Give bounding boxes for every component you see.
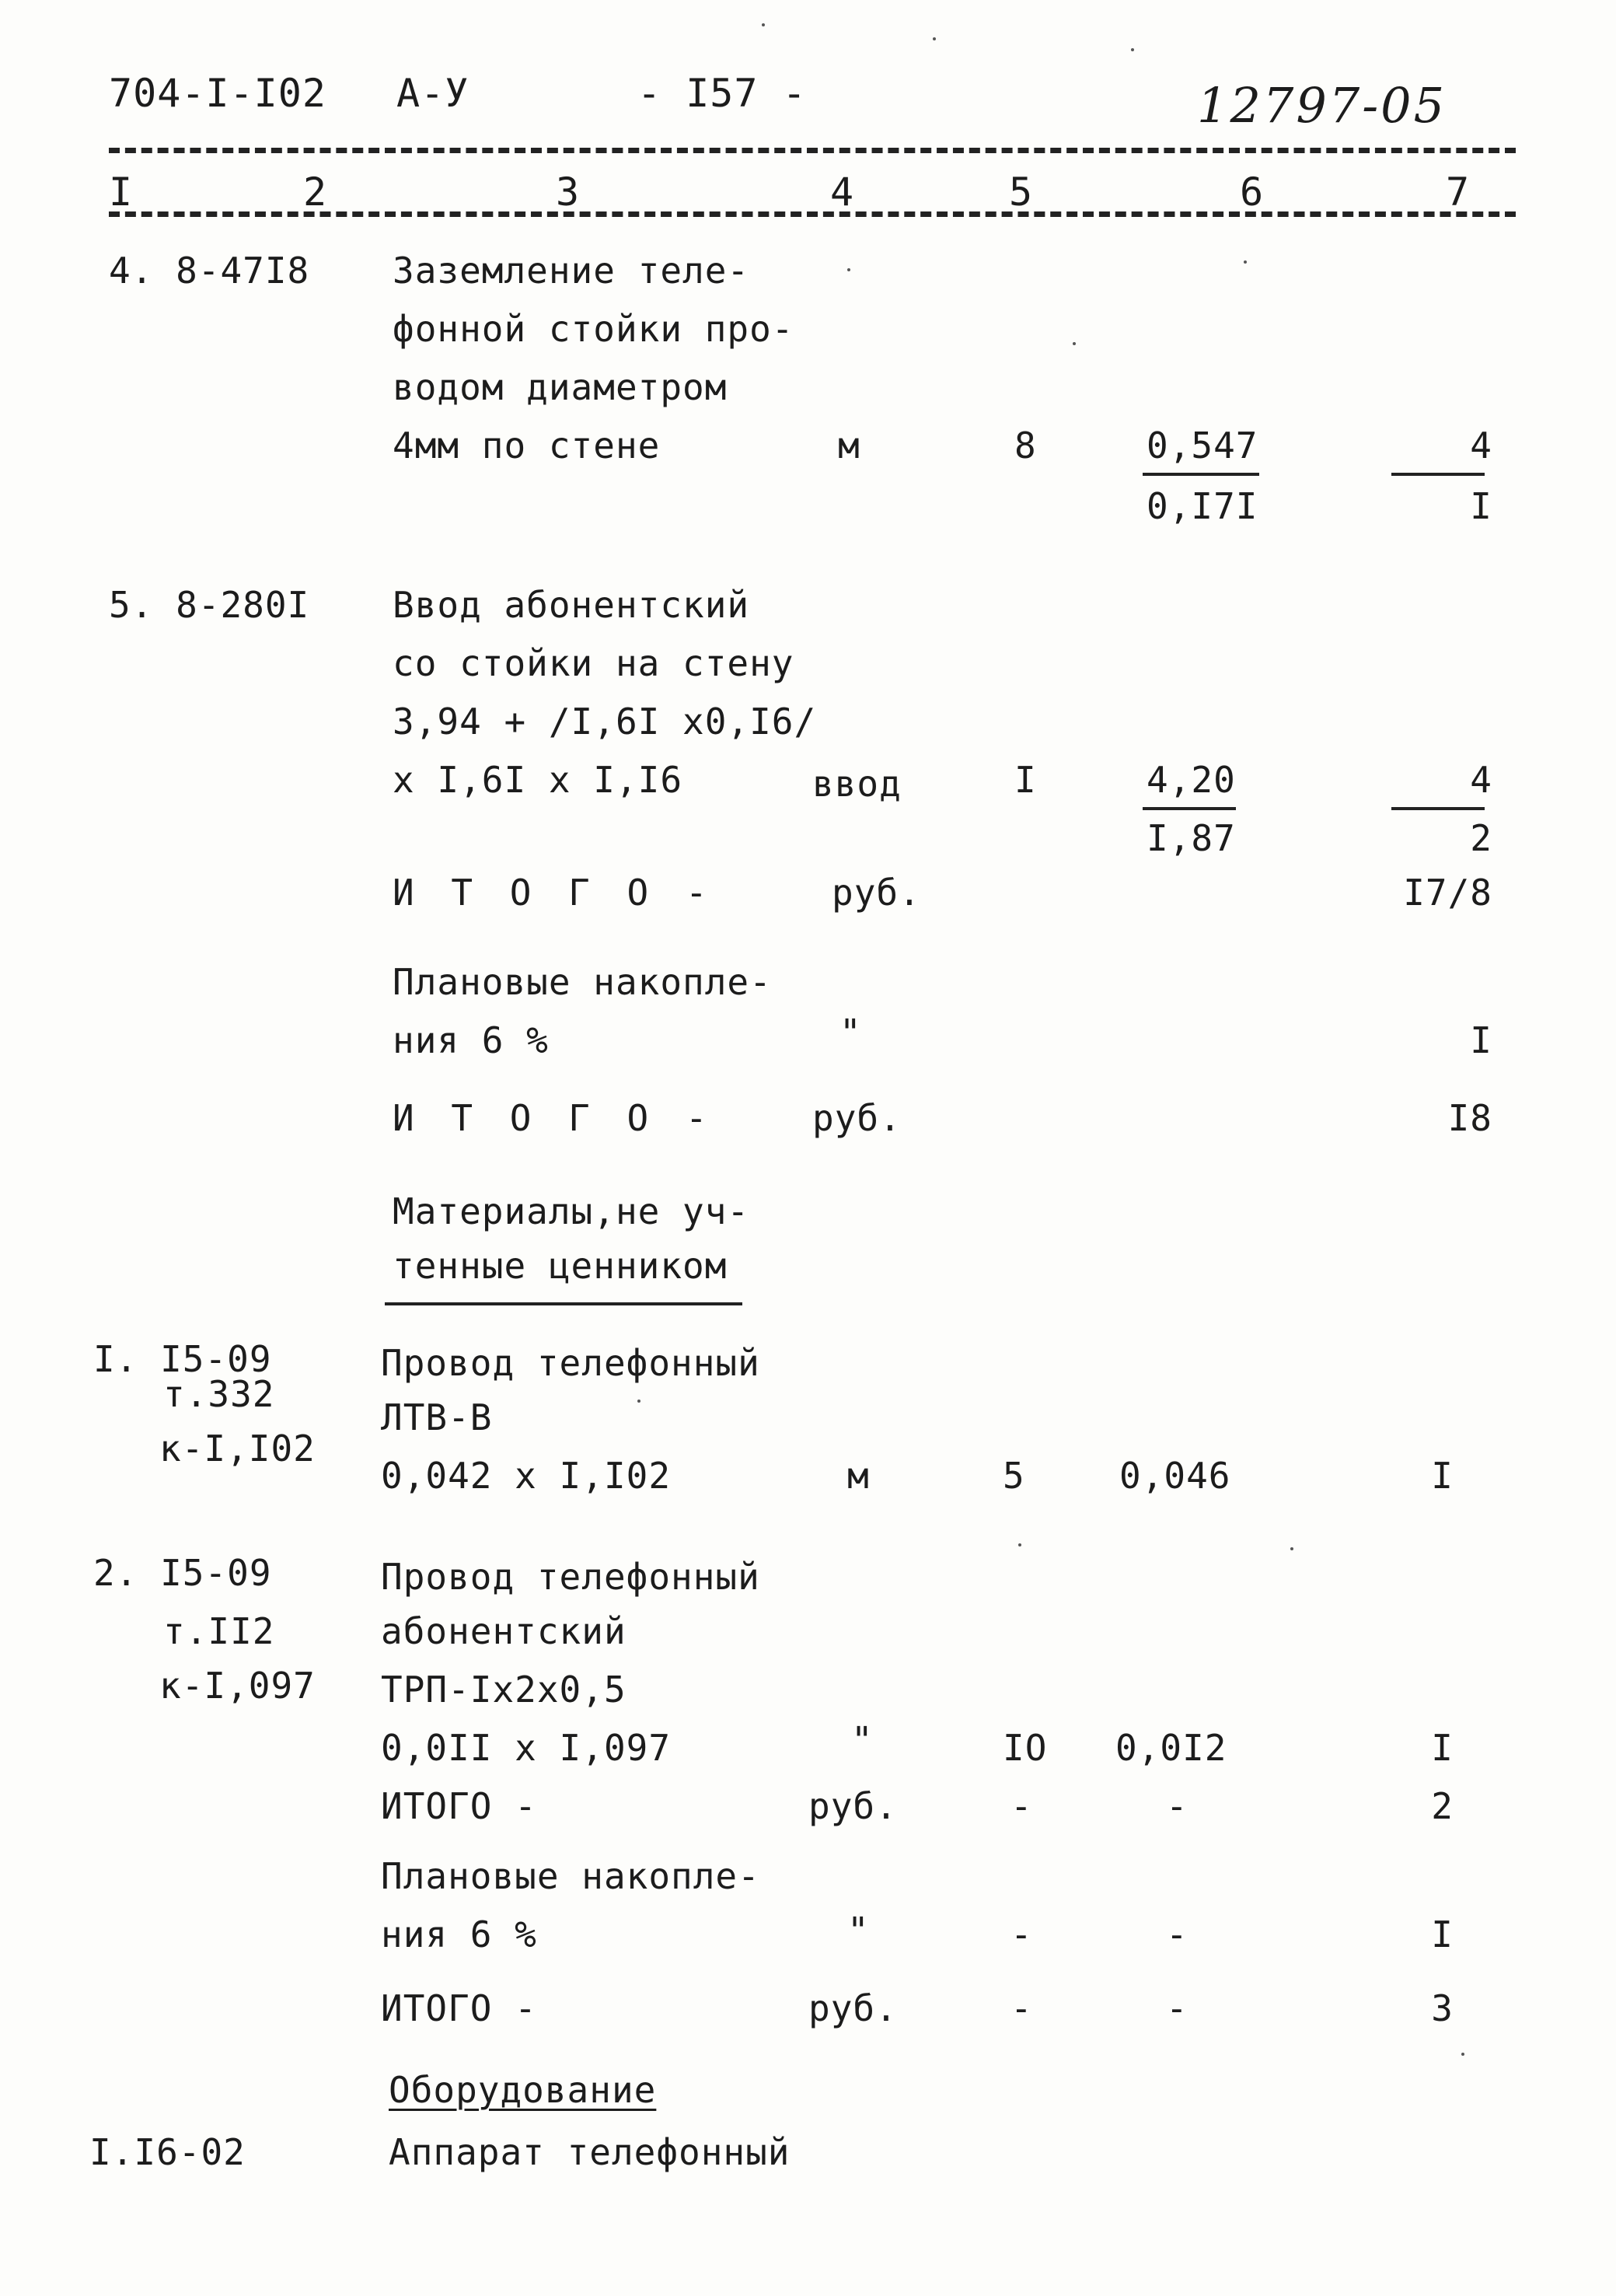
row-5-price-fraction-line <box>1143 807 1236 810</box>
row-4-description-line-3: водом диаметром <box>393 366 728 408</box>
material-1-price: 0,046 <box>1119 1455 1231 1497</box>
header-dash-line-top <box>109 148 1516 153</box>
material-2-description-line-3: ТРП-Iх2х0,5 <box>381 1669 627 1711</box>
document-number: 12797-05 <box>1197 77 1447 134</box>
row-4-price-fraction-line <box>1143 473 1259 476</box>
equipment-name: Аппарат телефонный <box>389 2131 791 2173</box>
material-2-total: I <box>1431 1727 1454 1769</box>
itogo-4-unit: руб. <box>808 1987 898 2029</box>
row-4-price-top: 0,547 <box>1147 425 1258 467</box>
project-code: 704-I-I02 <box>109 71 326 116</box>
header-dash-line-bottom <box>109 211 1516 217</box>
column-number-7: 7 <box>1446 169 1471 215</box>
row-5-description-line-3: 3,94 + /I,6I x0,I6/ <box>393 701 817 743</box>
row-5-price-bottom: I,87 <box>1147 817 1236 859</box>
materials-heading-line-2: тенные ценником <box>393 1245 728 1287</box>
scan-speck <box>1290 1547 1293 1550</box>
album-code: А-У <box>396 71 469 116</box>
plan-savings-2-quantity: - <box>1010 1913 1033 1955</box>
equipment-code: I.I6-02 <box>89 2131 246 2173</box>
material-1-description-line-3: 0,042 x I,I02 <box>381 1455 672 1497</box>
scan-speck <box>637 1400 640 1403</box>
plan-savings-1-line-2: ния 6 % <box>393 1019 549 1061</box>
row-5-code: 5. 8-280I <box>109 584 310 626</box>
material-1-description-line-1: Провод телефонный <box>381 1342 760 1384</box>
material-2-code-line-2: т.II2 <box>163 1610 275 1652</box>
material-2-code-line-1: 2. I5-09 <box>93 1552 272 1594</box>
plan-savings-2-line-1: Плановые накопле- <box>381 1855 760 1897</box>
material-2-description-line-1: Провод телефонный <box>381 1556 760 1598</box>
column-number-2: 2 <box>303 169 328 215</box>
column-number-1: I <box>109 169 134 215</box>
row-4-total-top: 4 <box>1470 425 1492 467</box>
material-1-description-line-2: ЛТВ-В <box>381 1396 493 1438</box>
itogo-4-total: 3 <box>1431 1987 1454 2029</box>
row-5-description-line-4: x I,6I x I,I6 <box>393 759 683 801</box>
plan-savings-2-unit: " <box>847 1910 870 1952</box>
plan-savings-1-total: I <box>1470 1019 1492 1061</box>
materials-heading-line-1: Материалы,не уч- <box>393 1190 750 1232</box>
itogo-3-label: ИТОГО - <box>381 1785 537 1827</box>
itogo-2-unit: руб. <box>812 1097 902 1139</box>
materials-heading-underline <box>385 1302 742 1305</box>
itogo-3-price: - <box>1166 1785 1188 1827</box>
row-5-unit: ввод <box>812 763 902 805</box>
material-1-total: I <box>1431 1455 1454 1497</box>
scan-speck <box>1073 342 1076 345</box>
material-1-code-line-3: к-I,I02 <box>159 1428 316 1470</box>
row-4-price-bottom: 0,I7I <box>1147 485 1258 527</box>
page-number: - I57 - <box>637 71 807 116</box>
itogo-4-label: ИТОГО - <box>381 1987 537 2029</box>
plan-savings-2-total: I <box>1431 1913 1454 1955</box>
material-2-quantity: IO <box>1003 1727 1048 1769</box>
row-4-quantity: 8 <box>1014 425 1037 467</box>
itogo-3-unit: руб. <box>808 1785 898 1827</box>
plan-savings-1-unit: " <box>839 1012 862 1054</box>
itogo-2-total: I8 <box>1447 1097 1492 1139</box>
itogo-4-price: - <box>1166 1987 1188 2029</box>
itogo-3-quantity: - <box>1010 1785 1033 1827</box>
scan-speck <box>762 23 765 26</box>
itogo-3-total: 2 <box>1431 1785 1454 1827</box>
scan-speck <box>1018 1543 1021 1546</box>
row-4-total-bottom: I <box>1470 485 1492 527</box>
row-5-price-top: 4,20 <box>1147 759 1236 801</box>
plan-savings-2-price: - <box>1166 1913 1188 1955</box>
row-4-description-line-1: Заземление теле- <box>393 250 750 292</box>
row-4-unit: м <box>838 425 860 467</box>
row-5-quantity: I <box>1014 759 1037 801</box>
material-2-price: 0,0I2 <box>1115 1727 1227 1769</box>
row-4-description-line-4: 4мм по стене <box>393 425 661 467</box>
row-5-total-bottom: 2 <box>1470 817 1492 859</box>
material-1-unit: м <box>847 1455 870 1497</box>
row-4-description-line-2: фонной стойки про- <box>393 308 794 350</box>
scan-speck <box>1461 2053 1464 2056</box>
itogo-1-total: I7/8 <box>1403 872 1492 914</box>
column-number-3: 3 <box>556 169 581 215</box>
material-1-code-line-2: т.332 <box>163 1373 275 1415</box>
material-2-unit: " <box>851 1719 874 1761</box>
row-5-total-fraction-line <box>1391 807 1485 810</box>
itogo-1-label: И Т О Г О - <box>393 872 715 914</box>
equipment-heading: Оборудование <box>389 2069 657 2111</box>
column-number-5: 5 <box>1009 169 1034 215</box>
row-5-description-line-2: со стойки на стену <box>393 642 794 684</box>
scan-speck <box>1244 260 1247 264</box>
scan-speck <box>1131 48 1134 51</box>
row-5-description-line-1: Ввод абонентский <box>393 584 750 626</box>
material-1-quantity: 5 <box>1003 1455 1025 1497</box>
scan-speck <box>933 37 936 40</box>
row-4-code: 4. 8-47I8 <box>109 250 310 292</box>
itogo-4-quantity: - <box>1010 1987 1033 2029</box>
itogo-1-unit: руб. <box>832 872 921 914</box>
row-5-total-top: 4 <box>1470 759 1492 801</box>
plan-savings-2-line-2: ния 6 % <box>381 1913 537 1955</box>
column-number-4: 4 <box>830 169 855 215</box>
itogo-2-label: И Т О Г О - <box>393 1097 715 1139</box>
row-4-total-fraction-line <box>1391 473 1485 476</box>
material-2-description-line-2: абонентский <box>381 1610 627 1652</box>
column-number-6: 6 <box>1240 169 1265 215</box>
material-1-code-line-1: I. I5-09 <box>93 1338 272 1380</box>
scan-speck <box>847 268 850 271</box>
plan-savings-1-line-1: Плановые накопле- <box>393 961 772 1003</box>
material-2-description-line-4: 0,0II x I,097 <box>381 1727 672 1769</box>
material-2-code-line-3: к-I,097 <box>159 1665 316 1707</box>
